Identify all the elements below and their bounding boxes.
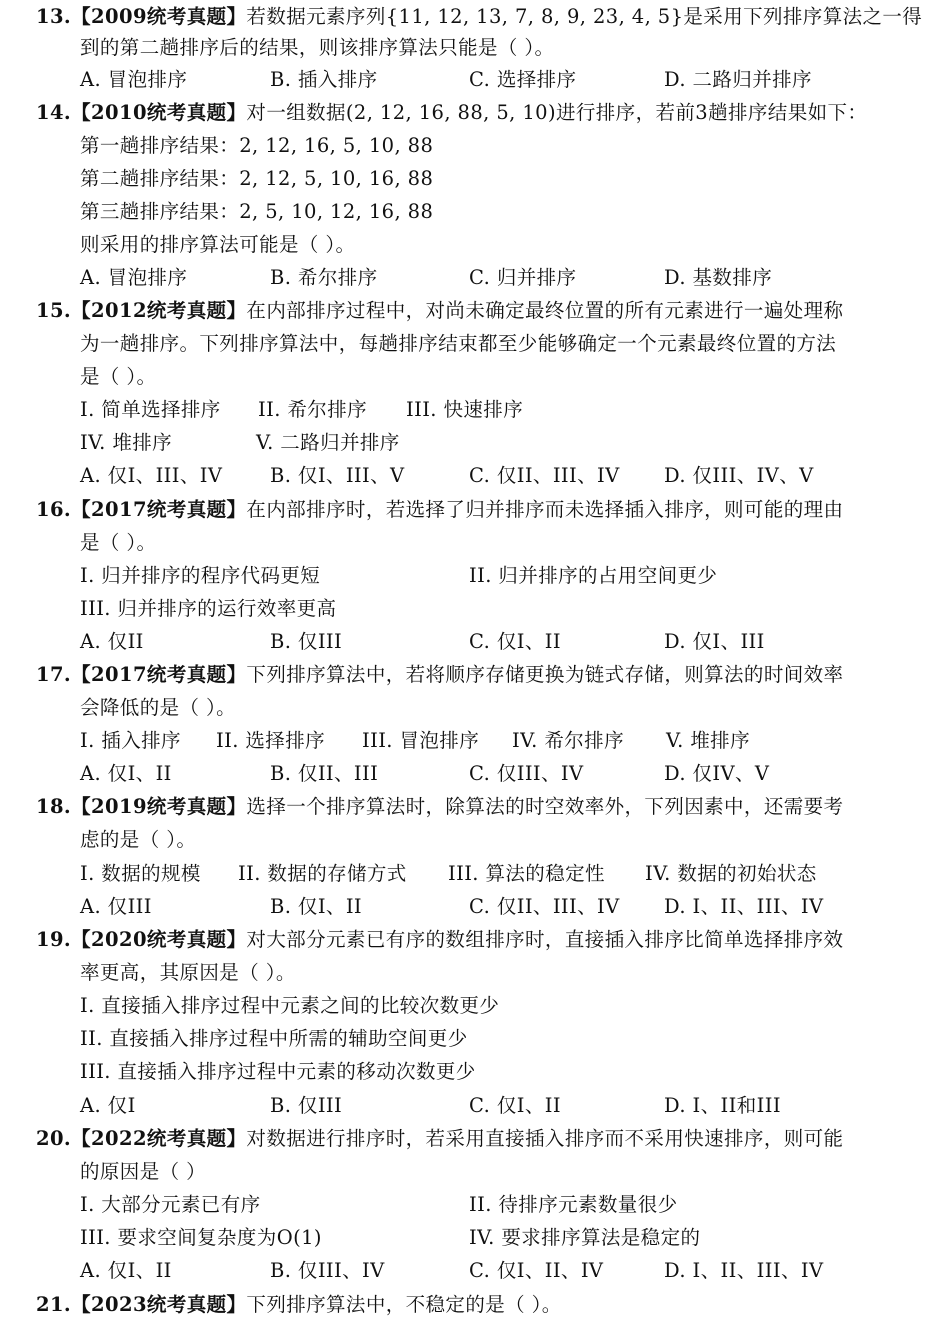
exam-tag: 【2017统考真题】 [71, 663, 247, 686]
question-14-prompt: 则采用的排序算法可能是（ ）。 [80, 233, 356, 256]
option-a: A. 仅I、II [80, 1259, 172, 1282]
option-c: C. 仅III、IV [469, 762, 584, 785]
question-20-line-2: 的原因是（ ） [80, 1160, 206, 1183]
option-a: A. 仅I、II [80, 762, 172, 785]
question-stem: 对数据进行排序时，若采用直接插入排序而不采用快速排序，则可能 [246, 1127, 844, 1150]
question-14-pass-2: 第二趟排序结果：2, 12, 5, 10, 16, 88 [80, 167, 434, 190]
question-15-options [80, 459, 920, 492]
option-d: D. I、II、III、IV [664, 895, 824, 918]
question-number: 21. [36, 1293, 72, 1316]
question-21-line-1 [36, 1288, 562, 1321]
statement-item: V. 二路归并排序 [256, 431, 400, 454]
option-d: D. 仅I、III [664, 630, 765, 653]
question-stem: 下列排序算法中，不稳定的是（ ）。 [246, 1293, 562, 1316]
statement-item: III. 归并排序的运行效率更高 [80, 597, 337, 620]
statement-item: I. 归并排序的程序代码更短 [80, 564, 321, 587]
question-number: 17. [36, 663, 72, 686]
option-c: C. 归并排序 [469, 266, 577, 289]
statement-item: II. 选择排序 [216, 729, 326, 752]
question-15-line-3: 是（ ）。 [80, 365, 157, 388]
question-17-line-1 [36, 658, 843, 691]
question-stem: 在内部排序时，若选择了归并排序而未选择插入排序，则可能的理由 [246, 498, 844, 521]
statement-item: I. 数据的规模 [80, 862, 201, 885]
question-14-pass-1: 第一趟排序结果：2, 12, 16, 5, 10, 88 [80, 134, 434, 157]
option-b: B. 插入排序 [270, 68, 378, 91]
exam-tag: 【2022统考真题】 [71, 1127, 247, 1150]
statement-item: II. 数据的存储方式 [238, 862, 407, 885]
option-d: D. 仅IV、V [664, 762, 770, 785]
question-20-line-1 [36, 1122, 843, 1155]
question-15-items-row-1 [80, 393, 920, 426]
question-18-items-row-1 [80, 857, 920, 890]
question-16-line-1 [36, 493, 843, 526]
question-20-items-row-2 [80, 1221, 920, 1254]
option-c: C. 仅I、II [469, 630, 561, 653]
statement-item: II. 希尔排序 [258, 398, 368, 421]
option-c: C. 选择排序 [469, 68, 577, 91]
statement-item: IV. 要求排序算法是稳定的 [469, 1226, 701, 1249]
question-20-items-row-1 [80, 1188, 920, 1221]
question-17-items-row-1 [80, 724, 920, 757]
option-b: B. 仅I、II [270, 895, 363, 918]
statement-item: III. 算法的稳定性 [448, 862, 605, 885]
question-17-options [80, 757, 920, 790]
option-a: A. 仅I、III、IV [80, 464, 223, 487]
question-13-line-2: 到的第二趟排序后的结果，则该排序算法只能是（ ）。 [80, 36, 555, 59]
question-18-line-1 [36, 790, 843, 823]
option-c: C. 仅II、III、IV [469, 895, 620, 918]
option-b: B. 仅III、IV [270, 1259, 385, 1282]
exam-tag: 【2020统考真题】 [71, 928, 247, 951]
statement-item: III. 冒泡排序 [362, 729, 480, 752]
exam-tag: 【2010统考真题】 [71, 101, 247, 124]
statement-item: III. 要求空间复杂度为O(1) [80, 1226, 322, 1249]
option-b: B. 仅III [270, 1094, 343, 1117]
statement-item: I. 简单选择排序 [80, 398, 221, 421]
option-b: B. 希尔排序 [270, 266, 378, 289]
question-stem: 对大部分元素已有序的数组排序时，直接插入排序比简单选择排序效 [246, 928, 844, 951]
statement-item: I. 插入排序 [80, 729, 181, 752]
option-c: C. 仅I、II [469, 1094, 561, 1117]
option-c: C. 仅I、II、IV [469, 1259, 604, 1282]
option-d: D. I、II和III [664, 1094, 781, 1117]
question-number: 14. [36, 101, 72, 124]
statement-item: IV. 堆排序 [80, 431, 173, 454]
option-c: C. 仅II、III、IV [469, 464, 620, 487]
exam-tag: 【2019统考真题】 [71, 795, 247, 818]
question-19-line-2: 率更高，其原因是（ ）。 [80, 961, 296, 984]
option-b: B. 仅I、III、V [270, 464, 405, 487]
option-a: A. 冒泡排序 [80, 266, 188, 289]
question-number: 18. [36, 795, 72, 818]
question-16-items-row-1 [80, 559, 920, 592]
question-19-line-1 [36, 923, 843, 956]
question-stem: 对一组数据(2, 12, 16, 88, 5, 10)进行排序，若前3趟排序结果如下： [246, 101, 868, 124]
question-18-options [80, 890, 920, 923]
question-number: 20. [36, 1127, 72, 1150]
exam-tag: 【2009统考真题】 [71, 5, 247, 28]
statement-item: II. 归并排序的占用空间更少 [469, 564, 718, 587]
question-stem: 下列排序算法中，若将顺序存储更换为链式存储，则算法的时间效率 [246, 663, 844, 686]
question-13-line-1 [36, 0, 922, 33]
statement-item: V. 堆排序 [666, 729, 750, 752]
question-15-items-row-2 [80, 426, 920, 459]
option-a: A. 仅II [80, 630, 144, 653]
option-d: D. 二路归并排序 [664, 68, 812, 91]
question-13-options [80, 63, 920, 96]
option-d: D. 基数排序 [664, 266, 773, 289]
question-15-line-1 [36, 294, 843, 327]
exam-tag: 【2023统考真题】 [71, 1293, 247, 1316]
option-d: D. 仅III、IV、V [664, 464, 814, 487]
question-14-options [80, 261, 920, 294]
question-15-line-2: 为一趟排序。下列排序算法中，每趟排序结束都至少能够确定一个元素最终位置的方法 [80, 332, 837, 355]
option-a: A. 仅I [80, 1094, 136, 1117]
question-17-line-2: 会降低的是（ ）。 [80, 696, 237, 719]
statement-item: IV. 希尔排序 [512, 729, 624, 752]
statement-item: II. 待排序元素数量很少 [469, 1193, 678, 1216]
statement-item: III. 快速排序 [406, 398, 524, 421]
question-20-options [80, 1254, 920, 1287]
option-d: D. I、II、III、IV [664, 1259, 824, 1282]
question-stem: 若数据元素序列{11, 12, 13, 7, 8, 9, 23, 4, 5}是采用下列排序算法之一得 [246, 5, 923, 28]
statement-item: I. 大部分元素已有序 [80, 1193, 261, 1216]
question-16-items-row-2 [80, 592, 920, 625]
question-number: 16. [36, 498, 72, 521]
question-stem: 选择一个排序算法时，除算法的时空效率外，下列因素中，还需要考 [246, 795, 844, 818]
question-stem: 在内部排序过程中，对尚未确定最终位置的所有元素进行一遍处理称 [246, 299, 844, 322]
question-number: 13. [36, 5, 72, 28]
option-a: A. 冒泡排序 [80, 68, 188, 91]
question-16-options [80, 625, 920, 658]
question-19-options [80, 1089, 920, 1122]
question-16-line-2: 是（ ）。 [80, 531, 157, 554]
question-19-item-3: III. 直接插入排序过程中元素的移动次数更少 [80, 1060, 476, 1083]
question-number: 15. [36, 299, 72, 322]
exam-tag: 【2017统考真题】 [71, 498, 247, 521]
exam-tag: 【2012统考真题】 [71, 299, 247, 322]
statement-item: IV. 数据的初始状态 [645, 862, 817, 885]
question-14-pass-3: 第三趟排序结果：2, 5, 10, 12, 16, 88 [80, 200, 434, 223]
option-b: B. 仅III [270, 630, 343, 653]
question-19-item-2: II. 直接插入排序过程中所需的辅助空间更少 [80, 1027, 468, 1050]
question-14-line-1 [36, 96, 867, 129]
option-b: B. 仅II、III [270, 762, 379, 785]
option-a: A. 仅III [80, 895, 152, 918]
question-19-item-1: I. 直接插入排序过程中元素之间的比较次数更少 [80, 994, 500, 1017]
question-18-line-2: 虑的是（ ）。 [80, 828, 197, 851]
question-number: 19. [36, 928, 72, 951]
